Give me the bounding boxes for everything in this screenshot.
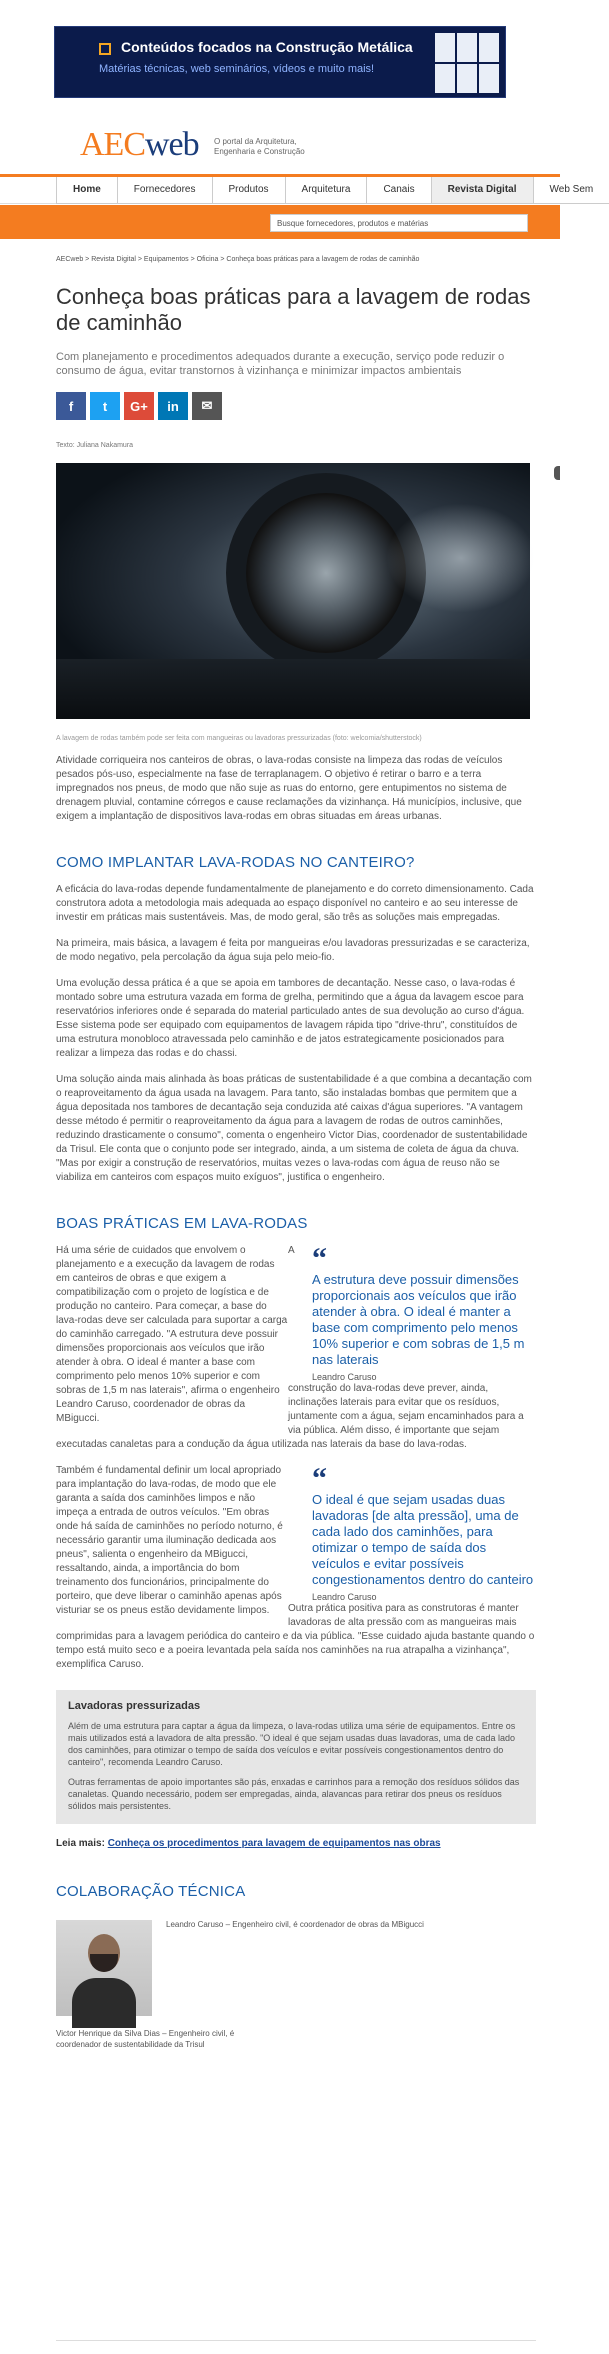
- info-box-title: Lavadoras pressurizadas: [68, 1700, 201, 1712]
- section-heading: COLABORAÇÃO TÉCNICA: [56, 1883, 246, 1900]
- nav-item[interactable]: Web Sem: [533, 177, 609, 204]
- article: [56, 280, 536, 2050]
- quote-icon: “: [312, 1462, 327, 1495]
- article-lead: Com planejamento e procedimentos adequados durante a execução, serviço pode reduzir o consumo de água, evitar transtornos à vizinhança e minimizar impactos ambientais: [56, 351, 505, 377]
- paragraph: Uma evolução dessa prática é a que se apoia em tambores de decantação. Nesse caso, o lava-rodas é montado sobre uma estrutura vazada em forma de grelha, permitindo que a água da lavagem escoe para reservatórios inferiores onde é separada do material particulado antes de sua devolução ao curso d'água. Esse sistema pode ser equipado com equipamentos de lavagem rápida tipo "drive-thru", constituídos de uma estrutura monobloco atravessada pelo caminhão e de jatos estrategicamente posicionados para realizar a limpeza das rodas e do chassi.: [56, 978, 525, 1059]
- nav-item[interactable]: Home: [56, 177, 117, 204]
- top-ad-banner-area: [0, 0, 560, 110]
- quote-text: O ideal é que sejam usadas duas lavadoras [de alta pressão], uma de cada lado dos caminhões, para otimizar o tempo de saída dos veículos e evitar possíveis congestionamentos dentro do canteiro: [312, 1492, 534, 1587]
- collaborator-bio: Victor Henrique da Silva Dias – Engenheiro civil, é coordenador de sustentabilidade da Trisul: [56, 2029, 235, 2049]
- paragraph: Atividade corriqueira nos canteiros de obras, o lava-rodas consiste na limpeza das rodas de veículos pesados pós-uso, especialmente na fase de terraplanagem. O objetivo é retirar o barro e a terra impregnados nos pneus, de modo que não suje as ruas do entorno, gere entupimentos no sistema de drenagem pluvial, contamine córregos e cause reclamações da vizinhança. Há municípios, inclusive, que exigem a implantação de dispositivos lava-rodas em obras situadas em áreas urbanas.: [56, 755, 522, 822]
- quote-author: Leandro Caruso: [312, 1592, 377, 1602]
- site-header: [0, 110, 560, 180]
- pull-quote: [312, 1462, 536, 1602]
- quote-text: A estrutura deve possuir dimensões proporcionais aos veículos que irão atender à obra. O ideal é manter a base com comprimento pelo menos 10% superior e com sobras de 1,5 m nas laterais: [312, 1272, 525, 1367]
- paragraph: Também é fundamental definir um local apropriado para implantação do lava-rodas, de modo que ele garanta a saída dos caminhões limpos e não impeça a entrada de outros veículos. "Em obras onde há saída de caminhões no período noturno, é necessário garantir uma iluminação dedicada aos pneus", salienta o engenheiro da MBigucci, ressaltando, ainda, a importância do bom treinamento dos funcionários, principalmente do porteiro, que deve liberar o caminhão apenas após visturiar se os pneus estão devidamente limpos.: [56, 1465, 283, 1616]
- paragraph: Uma solução ainda mais alinhada às boas práticas de sustentabilidade é a que combina a decantação com o reaproveitamento da água usada na lavagem. Para tanto, são instaladas bombas que permitem que a água depositada nos tambores de decantação seja conduzida até caixas d'água superiores. "A vantagem desse método é permitir o reaproveitamento da água para a lavagem de rodas de outros caminhões, reduzindo drasticamente o consumo", comenta o engenheiro Victor Dias, coordenador de sustentabilidade da Trisul. Ele conta que o conjunto pode ser integrado, ainda, a um sistema de coleta de água da chuva. "Mas por exigir a construção de reservatórios, muitas vezes o lava-rodas com água de reuso não se viabiliza em canteiros com espaços muito exíguos", justifica o engenheiro.: [56, 1074, 532, 1183]
- article-author: Texto: Juliana Nakamura: [56, 442, 134, 449]
- read-more: [56, 1838, 536, 1849]
- share-buttons: [56, 392, 536, 420]
- collaborator: [56, 1920, 536, 2020]
- paragraph: A construção do lava-rodas deve prever, ainda, inclinações laterais para evitar que os resíduos, juntamente com a água, sejam encaminhados para a via pública. Além disso, é importante que sejam executadas canaletas para a condução da água utilizada nas laterais da base do lava-rodas.: [56, 1245, 524, 1450]
- banner-title: Conteúdos focados na Construção Metálica: [121, 39, 413, 55]
- divider: [56, 2340, 536, 2341]
- paragraph: Há uma série de cuidados que envolvem o planejamento e a execução da lavagem de rodas em canteiros de obras e que exigem a compatibilização com o projeto de logística e de produção no canteiro. Para começar, a base do lava-rodas deve ser calculada para suportar a carga do caminhão carregado. "A estrutura deve possuir dimensões proporcionais aos veículos que irão atender à obra. O ideal é manter a base com comprimento pelo menos 10% superior e com sobras de 1,5 m nas laterais", afirma o engenheiro Leandro Caruso, coordenador de obras da MBigucci.: [56, 1245, 288, 1424]
- page-title: Conheça boas práticas para a lavagem de rodas de caminhão: [56, 284, 531, 335]
- nav-item[interactable]: Revista Digital: [431, 177, 533, 204]
- banner-subtitle: Matérias técnicas, web seminários, vídeos e muito mais!: [99, 63, 375, 75]
- search-input[interactable]: Busque fornecedores, produtos e matérias: [270, 214, 528, 232]
- info-box: [56, 1690, 536, 1824]
- pull-quote: [312, 1242, 536, 1382]
- nav-item[interactable]: Arquitetura: [285, 177, 367, 204]
- paragraph: A eficácia do lava-rodas depende fundamentalmente de planejamento e do correto dimensionamento. Cada construtora adota a metodologia mais adequada ao espaço disponível no canteiro e ao seu interesse de investir em práticas mais sustentáveis. Mas, de modo geral, são três as soluções mais empregadas.: [56, 884, 534, 923]
- info-box-paragraph: Outras ferramentas de apoio importantes são pás, enxadas e carrinhos para a remoção dos resíduos sólidos das canaletas. Quando necessário, podem ser empregadas, ainda, alavancas para retirar dos pneus os resíduos sólidos mais persistentes.: [68, 1777, 520, 1811]
- info-box-paragraph: Além de uma estrutura para captar a água da limpeza, o lava-rodas utiliza uma série de equipamentos. Entre os mais utilizados está a lavadora de alta pressão. "O ideal é que sejam usadas duas lavadoras, uma de cada lado dos caminhões, para otimizar o tempo de saída dos veículos e evitar possíveis congestionamentos dentro do canteiro", recomenda Leandro Caruso.: [68, 1721, 516, 1767]
- read-more-label: Leia mais:: [56, 1838, 105, 1849]
- avatar: [56, 1920, 152, 2016]
- read-more-link[interactable]: Conheça os procedimentos para lavagem de equipamentos nas obras: [107, 1838, 441, 1849]
- quote-icon: “: [312, 1242, 327, 1275]
- section-heading: COMO IMPLANTAR LAVA-RODAS NO CANTEIRO?: [56, 854, 415, 871]
- site-logo[interactable]: AECweb: [80, 126, 199, 163]
- banner-thumbnails: [435, 33, 499, 93]
- share-button[interactable]: in: [158, 392, 188, 420]
- breadcrumb[interactable]: AECweb > Revista Digital > Equipamentos > Oficina > Conheça boas práticas para a lavagem de rodas de caminhão: [56, 256, 420, 263]
- nav-item[interactable]: Canais: [366, 177, 430, 204]
- collaborator-bio: Leandro Caruso – Engenheiro civil, é coordenador de obras da MBigucci: [166, 1920, 424, 1929]
- side-tab-handle[interactable]: [554, 466, 560, 480]
- photo-caption: A lavagem de rodas também pode ser feita com mangueiras ou lavadoras pressurizadas (foto: welcomia/shutterstock): [56, 735, 422, 742]
- paragraph: Outra prática positiva para as construtoras é manter lavadoras de alta pressão com as mangueiras mais comprimidas para a lavagem periódica do canteiro e da via pública. "Esse cuidado ajuda bastante quando o tempo está muito seco e a poeira levantada pela saída nos caminhões na rua atrapalha a vizinhança", exemplifica Caruso.: [56, 1603, 535, 1670]
- main-nav: [0, 174, 594, 204]
- share-button[interactable]: G+: [124, 392, 154, 420]
- collaboration-section: [56, 1883, 536, 2050]
- square-icon: [99, 43, 111, 55]
- quote-author: Leandro Caruso: [312, 1372, 377, 1382]
- share-button[interactable]: t: [90, 392, 120, 420]
- paragraph: Na primeira, mais básica, a lavagem é feita por mangueiras e/ou lavadoras pressurizadas e se caracteriza, de modo negativo, pela percolação da água suja pelo meio-fio.: [56, 938, 530, 963]
- ad-banner[interactable]: [54, 26, 506, 98]
- share-button[interactable]: ✉: [192, 392, 222, 420]
- nav-item[interactable]: Produtos: [212, 177, 285, 204]
- nav-item[interactable]: Fornecedores: [117, 177, 212, 204]
- share-button[interactable]: f: [56, 392, 86, 420]
- search-bar: [0, 205, 560, 239]
- logo-tagline: O portal da Arquitetura, Engenharia e Construção: [214, 137, 305, 156]
- article-photo: [56, 463, 530, 719]
- section-heading: BOAS PRÁTICAS EM LAVA-RODAS: [56, 1215, 308, 1232]
